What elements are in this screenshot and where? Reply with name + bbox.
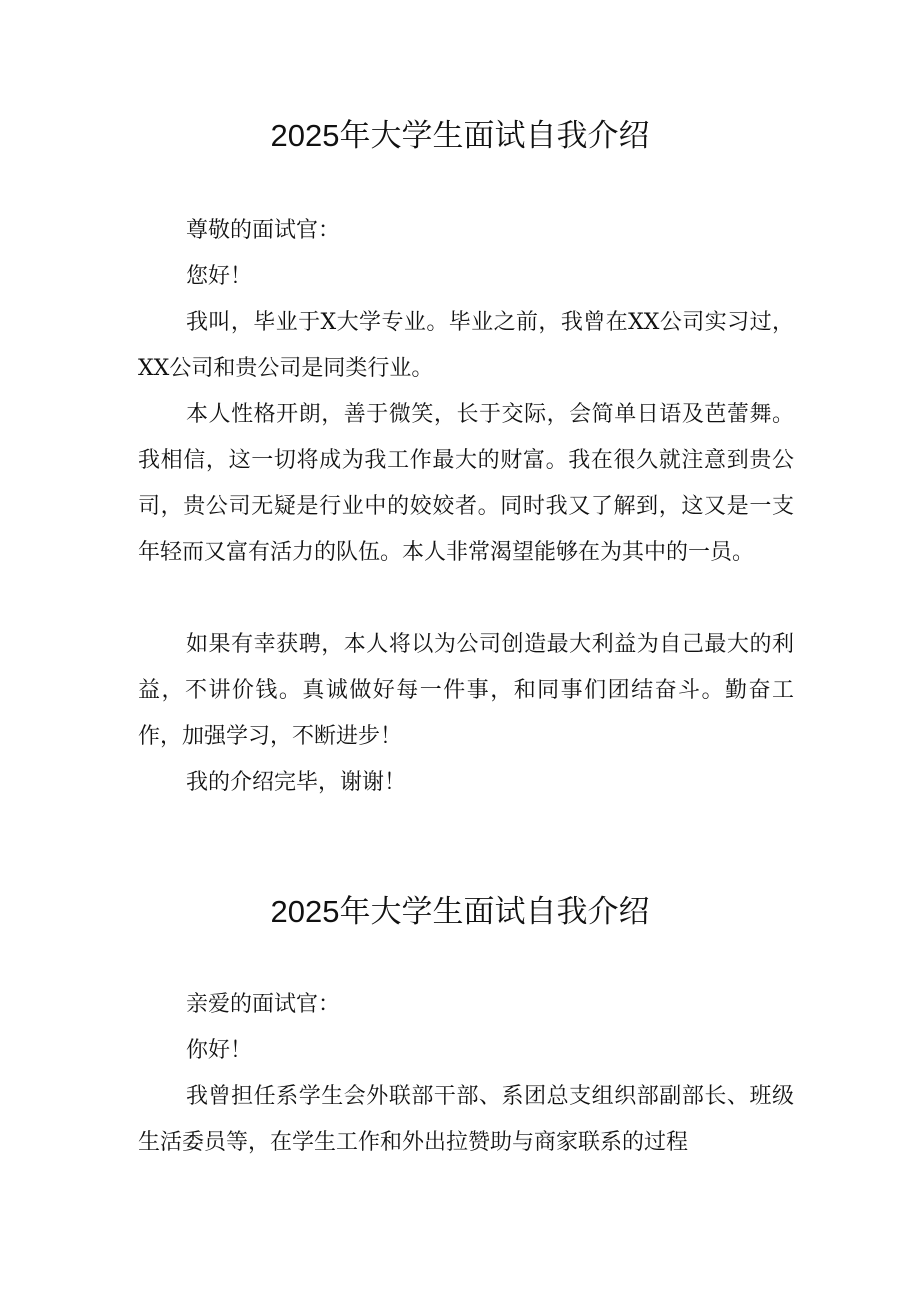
section-1-salutation: 尊敬的面试官： (186, 218, 341, 243)
section-1-paragraph-intro: 我叫，毕业于X大学专业。毕业之前，我曾在XX公司实习过，XX公司和贵公司是同类行业。 (138, 310, 794, 381)
section-1-greeting: 您好！ (186, 264, 253, 289)
section-2-title: 2025年大学生面试自我介绍 (270, 894, 650, 929)
section-2-greeting: 你好！ (186, 1038, 253, 1063)
section-2-paragraph-experience: 我曾担任系学生会外联部干部、系团总支组织部副部长、班级生活委员等，在学生工作和外出拉赞助与商家联系的过程 (138, 1084, 794, 1155)
section-2-salutation: 亲爱的面试官： (186, 992, 341, 1017)
section-1-title: 2025年大学生面试自我介绍 (270, 118, 650, 153)
section-1-paragraph-commitment: 如果有幸获聘，本人将以为公司创造最大利益为自己最大的利益，不讲价钱。真诚做好每一件事，和同事们团结奋斗。勤奋工作，加强学习，不断进步！ (138, 632, 794, 749)
section-1-closing: 我的介绍完毕，谢谢！ (186, 770, 407, 795)
section-1-paragraph-personality: 本人性格开朗，善于微笑，长于交际，会简单日语及芭蕾舞。我相信，这一切将成为我工作最大的财富。我在很久就注意到贵公司，贵公司无疑是行业中的姣姣者。同时我又了解到，这又是一支年轻而又富有活力的队伍。本人非常渴望能够在为其中的一员。 (138, 402, 794, 565)
